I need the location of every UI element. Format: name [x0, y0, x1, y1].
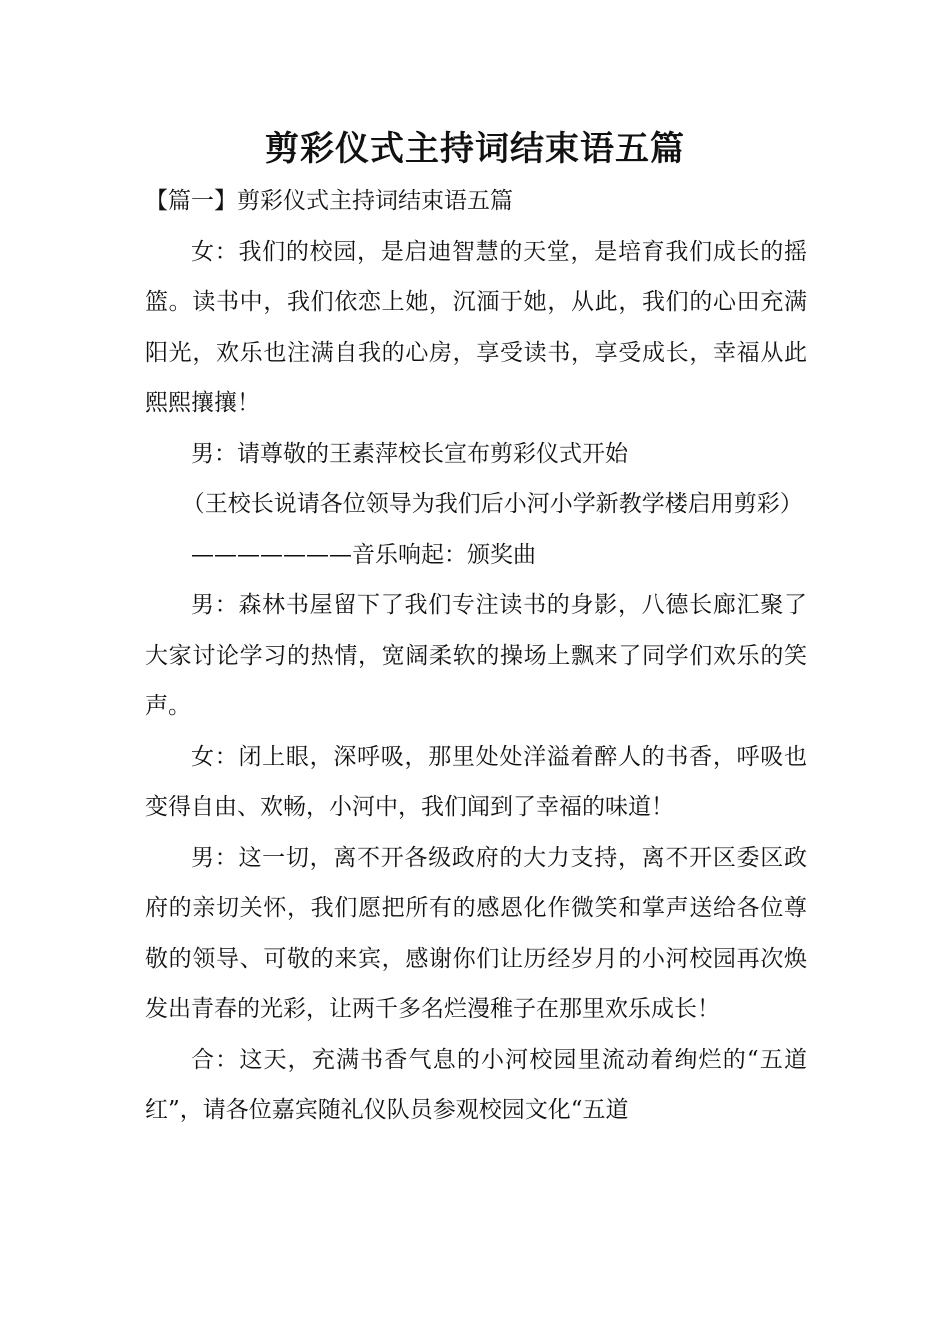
paragraph: ———————音乐响起：颁奖曲 [191, 541, 536, 568]
paragraph: 男：请尊敬的王素萍校长宣布剪彩仪式开始 [191, 440, 628, 467]
section-heading: 【篇一】剪彩仪式主持词结束语五篇 [145, 188, 513, 214]
paragraph: 合：这天，充满书香气息的小河校园里流动着绚烂的“五道红”，请各位嘉宾随礼仪队员参观校园文化“五道 [145, 1046, 807, 1123]
paragraph: （王校长说请各位领导为我们后小河小学新教学楼启用剪彩） [181, 491, 803, 517]
paragraph: 男：这一切，离不开各级政府的大力支持，离不开区委区政府的亲切关怀，我们愿把所有的感恩化作微笑和掌声送给各位尊敬的领导、可敬的来宾，感谢你们让历经岁月的小河校园再次焕发出青春的光彩，让两千多名烂漫稚子在那里欢乐成长！ [145, 844, 807, 1022]
paragraph: 女：闭上眼，深呼吸，那里处处洋溢着醉人的书香，呼吸也变得自由、欢畅，小河中，我们闻到了幸福的味道！ [145, 743, 807, 820]
paragraph: 女：我们的校园，是启迪智慧的天堂，是培育我们成长的摇篮。读书中，我们依恋上她，沉湎于她，从此，我们的心田充满阳光，欢乐也注满自我的心房，享受读书，享受成长，幸福从此熙熙攘攘！ [145, 238, 807, 416]
document-body [145, 176, 807, 1136]
document-title: 剪彩仪式主持词结束语五篇 [265, 129, 685, 169]
paragraph: 男：森林书屋留下了我们专注读书的身影，八德长廊汇聚了大家讨论学习的热情，宽阔柔软的操场上飘来了同学们欢乐的笑声。 [145, 592, 807, 719]
